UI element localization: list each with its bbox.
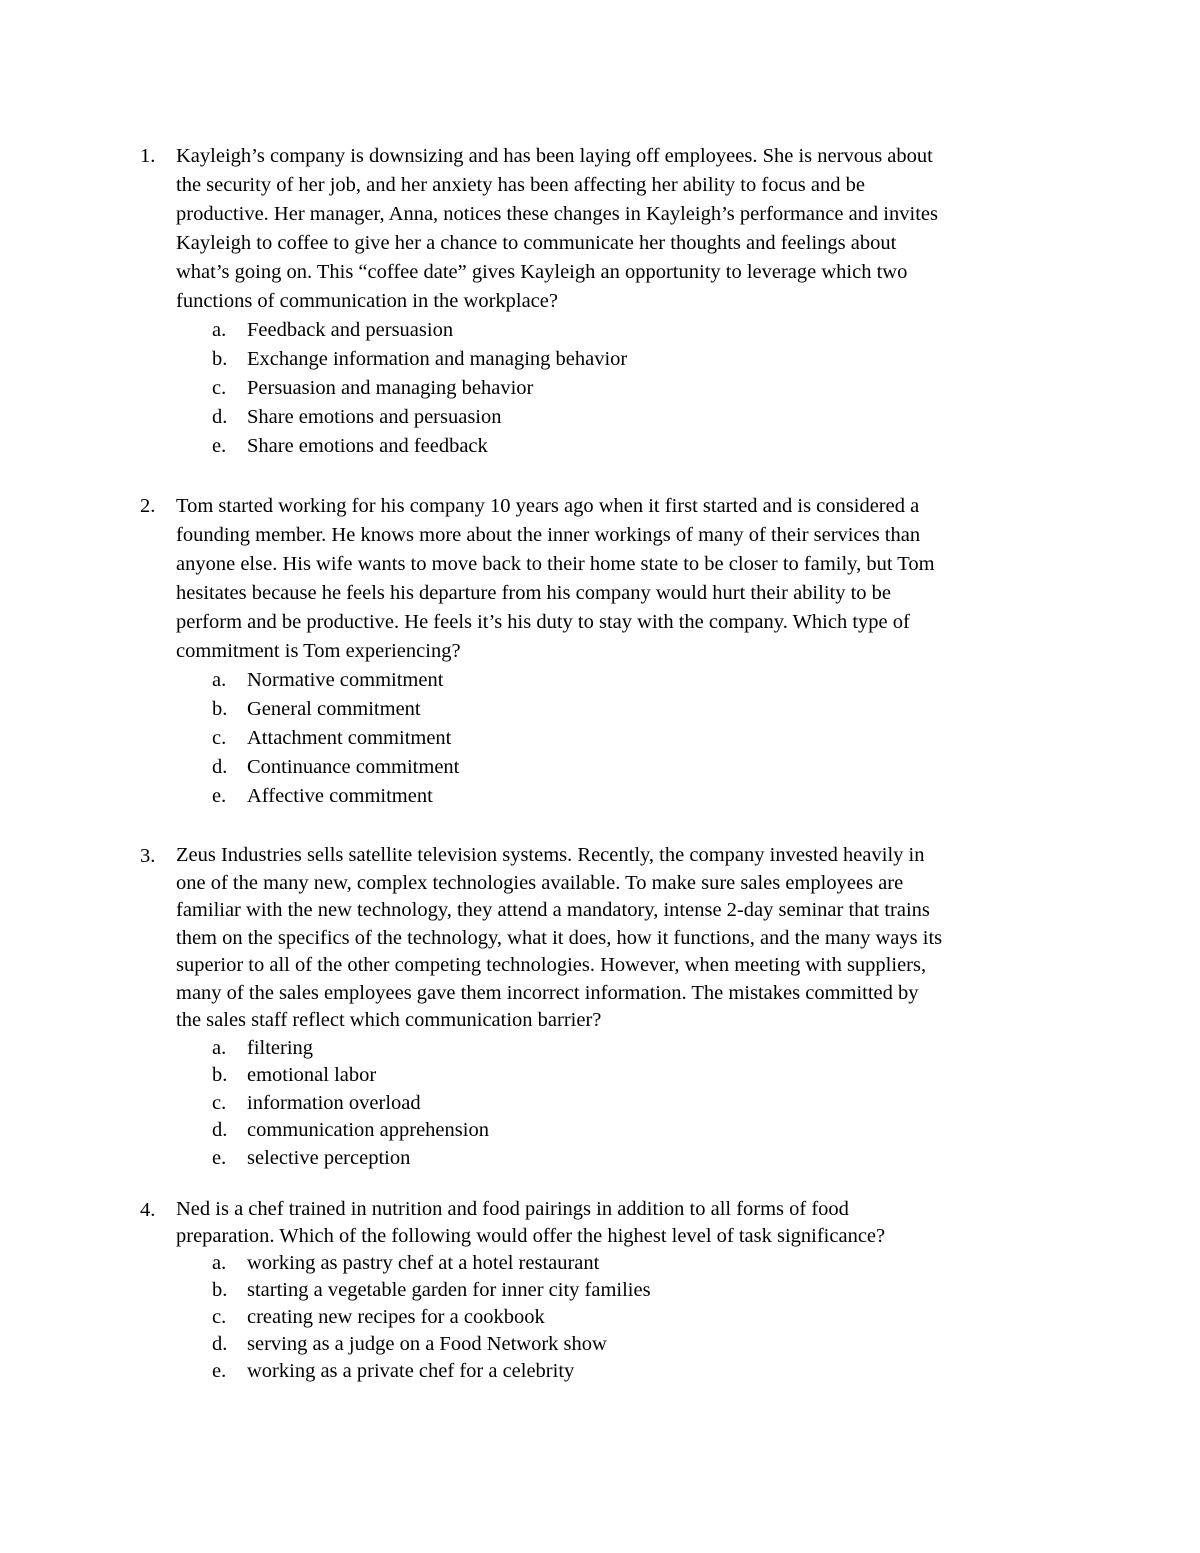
answer-option-e [212,1358,1070,1385]
answer-option-e [212,1145,1070,1173]
question-text: Tom started working for his company 10 years ago when it first started and is considered a founding member. He knows more about the inner workings of many of their services than anyone else. His wife wants to move back to their home state to be closer to family, but Tom hesitates because he feels his departure from his company would hurt their ability to be perform and be productive. He feels it’s his duty to stay with the company. Which type of commitment is Tom experiencing? [176,495,935,662]
option-letter: a. [212,319,227,341]
answer-option-b [212,1277,1070,1304]
answer-option-b [212,1062,1070,1090]
answer-option-d [212,1331,1070,1358]
option-letter: c. [212,1091,227,1114]
option-text: working as a private chef for a celebrity [247,1360,575,1382]
option-text: creating new recipes for a cookbook [247,1306,545,1328]
question-text: Kayleigh’s company is downsizing and has been laying off employees. She is nervous about the security of her job, and her anxiety has been affecting her ability to focus and be productive. Her manager, Anna, notices these changes in Kayleigh’s performance and invites Kayleigh to coffee to give her a chance to communicate her thoughts and feelings about what’s going on. This “coffee date” gives Kayleigh an opportunity to leverage which two functions of communication in the workplace? [176,145,938,312]
option-letter: d. [212,1119,228,1141]
question-number: 1. [140,145,156,167]
option-letter: b. [212,348,228,370]
question-1 [140,142,1070,461]
option-text: Persuasion and managing behavior [247,377,534,399]
answer-option-c [212,724,1070,753]
question-4 [140,1196,1070,1385]
option-letter: d. [212,406,228,428]
answer-option-a [212,316,1070,345]
option-text: Feedback and persuasion [247,319,454,341]
answer-option-e [212,782,1070,811]
option-text: filtering [247,1036,314,1059]
option-text: Normative commitment [247,669,444,691]
answer-options [140,316,1070,461]
question-number: 3. [140,845,156,867]
answer-option-d [212,753,1070,782]
answer-option-a [212,1035,1070,1063]
option-letter: c. [212,377,227,399]
option-text: Continuance commitment [247,756,460,778]
answer-option-b [212,695,1070,724]
option-text: Attachment commitment [247,727,452,749]
answer-option-e [212,432,1070,461]
option-text: information overload [247,1091,421,1114]
question-text: Zeus Industries sells satellite television systems. Recently, the company invested heavily in one of the many new, complex technologies available. To make sure sales employees are familiar with the new technology, they attend a mandatory, intense 2-day seminar that trains them on the specifics of the technology, what it does, how it functions, and the many ways its superior to all of the other competing technologies. However, when meeting with suppliers, many of the sales employees gave them incorrect information. The mistakes committed by the sales staff reflect which communication barrier? [176,844,943,1031]
option-letter: a. [212,669,227,691]
answer-options [140,1250,1070,1385]
question-number: 2. [140,495,156,517]
option-letter: e. [212,1146,227,1169]
answer-option-d [212,1117,1070,1145]
option-text: selective perception [247,1146,411,1169]
option-text: communication apprehension [247,1119,489,1141]
option-text: working as pastry chef at a hotel restaurant [247,1252,600,1274]
answer-option-d [212,403,1070,432]
option-text: starting a vegetable garden for inner city families [247,1279,651,1301]
option-letter: b. [212,1279,228,1301]
option-text: Affective commitment [247,785,433,807]
answer-options [140,1035,1070,1173]
option-letter: d. [212,1333,228,1355]
question-2 [140,492,1070,811]
answer-option-b [212,345,1070,374]
answer-option-a [212,1250,1070,1277]
answer-option-c [212,374,1070,403]
question-text: Ned is a chef trained in nutrition and food pairings in addition to all forms of food preparation. Which of the following would offer the highest level of task significance? [176,1198,886,1247]
option-letter: e. [212,435,227,457]
option-text: serving as a judge on a Food Network show [247,1333,607,1355]
answer-options [140,666,1070,811]
option-letter: b. [212,698,228,720]
option-text: Share emotions and persuasion [247,406,502,428]
option-letter: c. [212,727,227,749]
question-number: 4. [140,1199,156,1221]
option-text: Exchange information and managing behavior [247,348,628,370]
option-letter: a. [212,1252,227,1274]
answer-option-a [212,666,1070,695]
answer-option-c [212,1304,1070,1331]
option-letter: c. [212,1306,227,1328]
option-letter: b. [212,1064,228,1086]
option-text: Share emotions and feedback [247,435,488,457]
option-letter: e. [212,1360,227,1382]
option-letter: d. [212,756,228,778]
question-3 [140,842,1070,1172]
option-text: emotional labor [247,1064,377,1086]
answer-option-c [212,1090,1070,1118]
option-letter: a. [212,1036,227,1059]
option-text: General commitment [247,698,421,720]
option-letter: e. [212,785,227,807]
